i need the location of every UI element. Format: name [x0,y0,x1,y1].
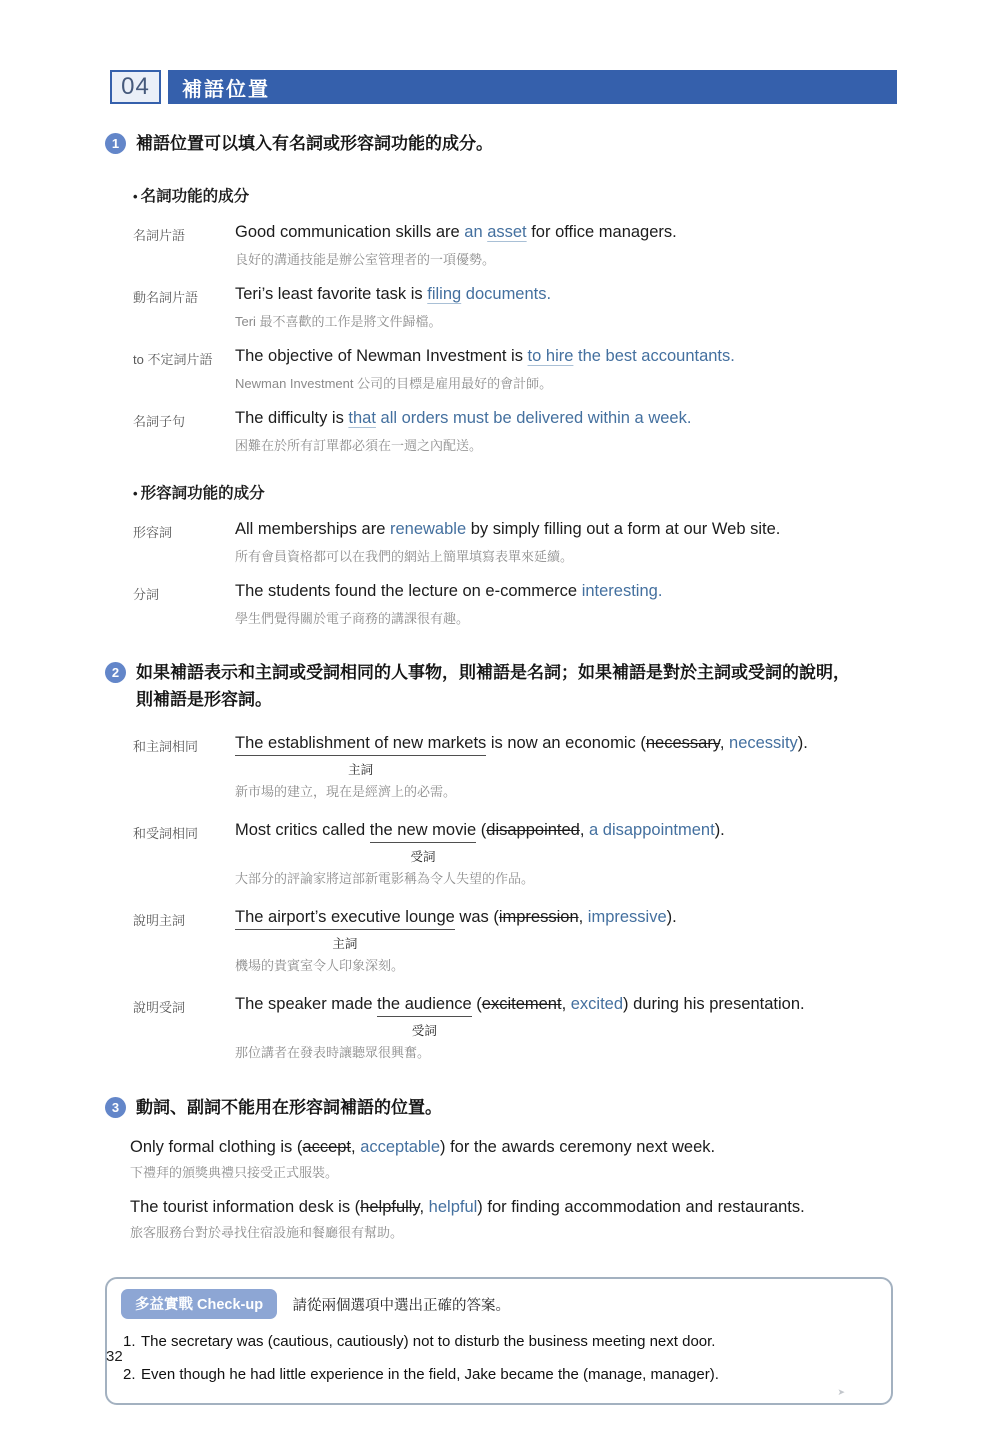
checkup-badge: 多益實戰 Check-up [121,1289,277,1319]
example-sentence [235,819,940,864]
page-number: 32 [106,1348,123,1365]
translation: 良好的溝通技能是辦公室管理者的一項優勢。 [235,252,496,267]
phrase-text: the audience [377,995,472,1013]
sentence-pre: Teri’s least favorite task is [235,285,428,303]
translation: Teri 最不喜歡的工作是將文件歸檔。 [235,314,442,329]
example-row-same-as-object [133,819,940,887]
point-1-number-badge: 1 [105,133,126,154]
example-sentence [235,518,940,541]
example-sentence [235,732,940,777]
correct-option-blue: helpful [428,1198,478,1216]
point-2-examples [133,732,940,1061]
example-row-adjective [133,518,940,565]
wrong-option-strikethrough: excitement [481,995,562,1013]
complement-blue-underlined: asset [487,223,527,241]
example-row-describes-object [133,993,940,1061]
sentence-pre: The tourist information desk is ( [130,1198,361,1216]
translation: 新市場的建立，現在是經濟上的必需。 [235,784,457,799]
example-sentence [130,1136,940,1159]
checkup-box [105,1277,893,1405]
complement-blue: the best accountants. [573,347,735,365]
adjective-section-heading [133,481,940,503]
sentence-post: by simply filling out a form at our Web site. [466,520,781,538]
grammar-label: 說明主詞 [133,913,186,928]
point-2-line-2: 則補語是形容詞。 [136,690,272,709]
example-row-noun-phrase [133,221,940,268]
sentence-pre: The difficulty is [235,409,349,427]
translation: 那位講者在發表時讓聽眾很興奮。 [235,1045,431,1060]
point-3-number-badge: 3 [105,1097,126,1118]
translation: Newman Investment 公司的目標是雇用最好的會計師。 [235,376,553,391]
underlined-phrase [235,732,487,777]
grammar-label: 和主詞相同 [133,739,199,754]
checkup-header [121,1289,877,1319]
grammar-label: 說明受詞 [133,1000,186,1015]
point-2-line-1: 如果補語表示和主詞或受詞相同的人事物，則補語是名詞；如果補語是對於主詞或受詞的說明， [136,663,850,682]
sentence-post: ) during his presentation. [623,995,805,1013]
example-row-describes-subject [133,906,940,974]
sentence-post: ). [797,734,808,752]
correct-option-blue: impressive [587,908,667,926]
option-separator: , [561,995,571,1013]
example-sentence [235,580,940,603]
wrong-option-strikethrough: necessary [645,734,720,752]
sentence-post: ). [666,908,677,926]
grammar-label: 名詞子句 [133,414,186,429]
grammar-label: 分詞 [133,587,160,602]
complement-blue: renewable [389,520,467,538]
example-sentence [235,221,940,244]
unit-title-bar [168,70,897,104]
point-1-text: 補語位置可以填入有名詞或形容詞功能的成分。 [136,134,493,153]
sentence-pre: Only formal clothing is ( [130,1138,303,1156]
point-1 [105,130,940,157]
grammar-label: to 不定詞片語 [133,352,213,367]
bullet-icon: • [133,189,138,204]
complement-blue-underlined: filing [427,285,462,303]
grammar-label: 名詞片語 [133,228,186,243]
correct-option-blue: a disappointment [589,821,715,839]
sentence-mid: was ( [454,908,499,926]
point-3 [105,1094,940,1121]
phrase-role-label: 主詞 [348,763,374,777]
example-row-participle [133,580,940,627]
complement-blue-underlined: that [348,409,376,427]
unit-header [110,70,897,104]
underlined-phrase [369,819,477,864]
phrase-role-label: 受詞 [410,850,436,864]
underlined-phrase [377,993,472,1038]
complement-blue: interesting. [581,582,663,600]
wrong-option-strikethrough: disappointed [486,821,580,839]
grammar-label: 形容詞 [133,525,173,540]
example-sentence [235,283,940,306]
example-sentence [235,906,940,951]
complement-blue: documents. [461,285,552,303]
sentence-pre: All memberships are [235,520,390,538]
phrase-role-label: 受詞 [411,1024,437,1038]
noun-section-heading [133,184,940,206]
checkup-item-number: 1. [123,1333,136,1350]
noun-function-section [133,184,940,454]
sentence-pre: The students found the lecture on e-commerce [235,582,582,600]
sentence-pre: The objective of Newman Investment is [235,347,528,365]
translation: 大部分的評論家將這部新電影稱為令人失望的作品。 [235,871,535,886]
option-separator: , [419,1198,429,1216]
grammar-label: 動名詞片語 [133,290,199,305]
example-sentence [130,1196,940,1219]
example-row-adverb-not-allowed [130,1196,940,1241]
correct-option-blue: necessity [729,734,798,752]
checkup-item-number: 2. [123,1366,136,1383]
sentence-pre: Most critics called [235,821,370,839]
example-row-noun-clause [133,407,940,454]
phrase-role-label: 主詞 [332,937,358,951]
phrase-text: The establishment of new markets [235,734,487,752]
option-separator: , [719,734,730,752]
bullet-icon: • [133,486,138,501]
unit-number-box: 04 [110,70,161,104]
noun-section-heading-text: 名詞功能的成分 [140,188,250,205]
grammar-label: 和受詞相同 [133,826,199,841]
example-sentence [235,345,940,368]
sentence-mid: ( [476,821,487,839]
correct-option-blue: acceptable [360,1138,440,1156]
point-2 [105,659,940,713]
sentence-mid: is now an economic ( [486,734,646,752]
example-sentence [235,993,940,1038]
checkup-item-1 [121,1332,877,1352]
wrong-option-strikethrough: accept [302,1138,352,1156]
example-row-gerund-phrase [133,283,940,330]
sentence-mid: ( [471,995,482,1013]
complement-blue-underlined: to hire [527,347,574,365]
option-separator: , [578,908,588,926]
adjective-function-section [133,481,940,627]
example-sentence [235,407,940,430]
point-2-number-badge: 2 [105,662,126,683]
example-row-same-as-subject [133,732,940,800]
underlined-phrase [235,906,455,951]
option-separator: , [579,821,590,839]
checkup-instruction: 請從兩個選項中選出正確的答案。 [292,1297,511,1314]
translation: 所有會員資格都可以在我們的網站上簡單填寫表單來延續。 [235,549,574,564]
adjective-section-heading-text: 形容詞功能的成分 [140,485,265,502]
point-2-text [136,659,850,713]
checkup-item-text: The secretary was (cautious, cautiously) not to disturb the business meeting next door. [141,1333,716,1350]
sentence-pre: The speaker made [235,995,378,1013]
translation: 困難在於所有訂單都必須在一週之內配送。 [235,438,483,453]
point-3-text: 動詞、副詞不能用在形容詞補語的位置。 [136,1098,442,1117]
phrase-text: the new movie [369,821,477,839]
sentence-post: ). [714,821,725,839]
complement-blue: an [464,223,488,241]
example-row-to-infinitive [133,345,940,392]
translation: 機場的貴賓室令人印象深刻。 [235,958,405,973]
complement-blue: all orders must be delivered within a week. [375,409,692,427]
sentence-post: ) for finding accommodation and restaurants. [477,1198,805,1216]
point-3-examples [130,1136,940,1241]
checkup-item-text: Even though he had little experience in the field, Jake became the (manage, manager). [141,1366,719,1383]
answer-arrow-icon: ➤ [837,1387,845,1397]
sentence-post: ) for the awards ceremony next week. [440,1138,716,1156]
unit-title: 補語位置 [182,78,270,101]
translation: 旅客服務台對於尋找住宿設施和餐廳很有幫助。 [130,1225,404,1240]
checkup-item-2 [121,1365,877,1385]
translation: 下禮拜的頒獎典禮只接受正式服裝。 [130,1165,339,1180]
wrong-option-strikethrough: impression [498,908,579,926]
option-separator: , [351,1138,361,1156]
wrong-option-strikethrough: helpfully [360,1198,420,1216]
sentence-post: for office managers. [526,223,677,241]
sentence-pre: Good communication skills are [235,223,465,241]
example-row-verb-not-allowed [130,1136,940,1181]
phrase-text: The airport’s executive lounge [235,908,455,926]
translation: 學生們覺得關於電子商務的講課很有趣。 [235,611,470,626]
correct-option-blue: excited [570,995,624,1013]
